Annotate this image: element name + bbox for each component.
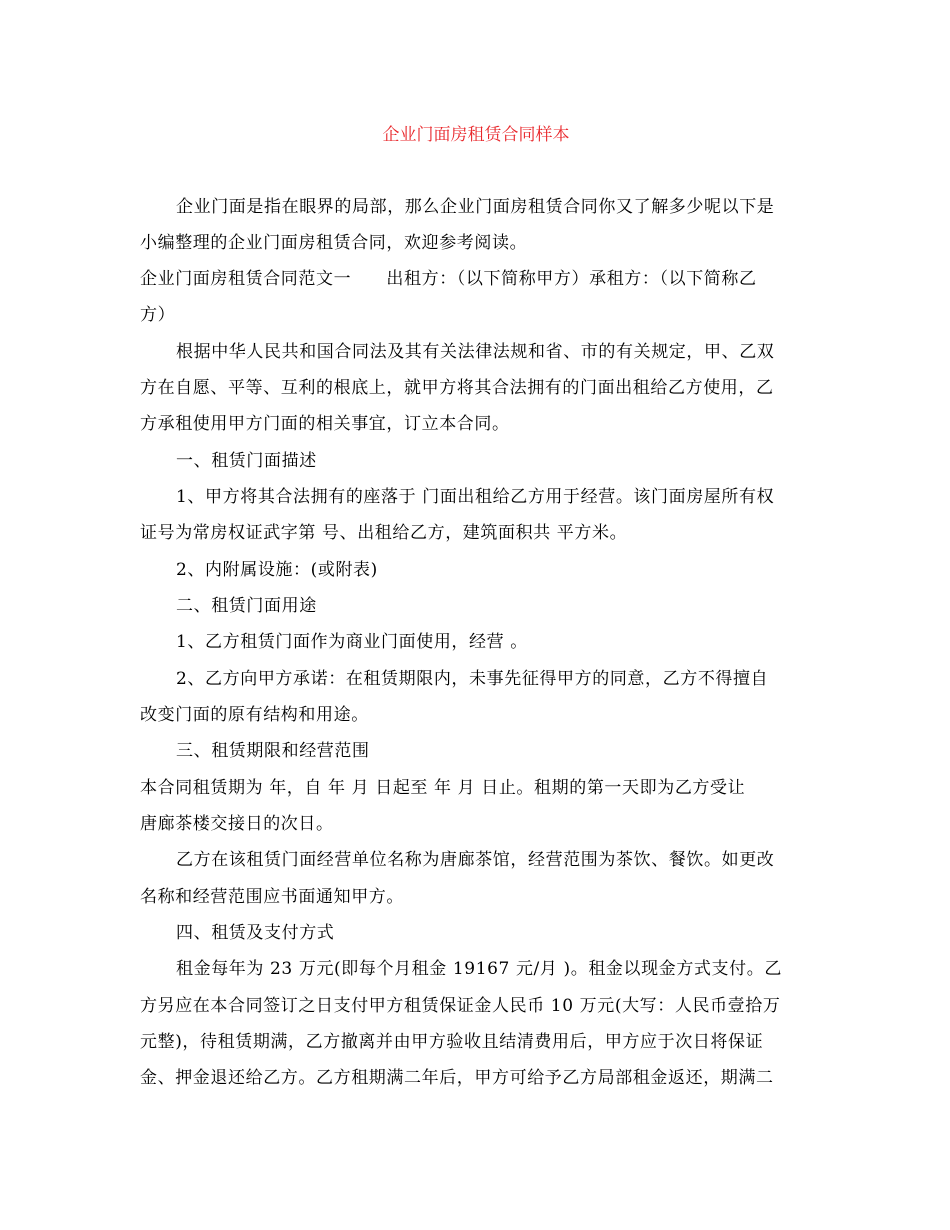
paragraph-line: 本合同租赁期为 年，自 年 月 日起至 年 月 日止。租期的第一天即为乙方受让 (140, 778, 746, 798)
paragraph-line: 1、乙方租赁门面作为商业门面使用，经营 。 (176, 632, 528, 652)
paragraph-line: 元整)，待租赁期满，乙方撤离并由甲方验收且结清费用后，甲方应于次日将保证 (140, 1032, 764, 1052)
section-heading: 三、租赁期限和经营范围 (176, 741, 370, 761)
paragraph-line: 方在自愿、平等、互利的根底上，就甲方将其合法拥有的门面出租给乙方使用，乙 (140, 378, 774, 398)
section-heading: 一、租赁门面描述 (176, 451, 317, 471)
paragraph-line: 租金每年为 23 万元(即每个月租金 19167 元/月 )。租金以现金方式支付。乙 (176, 959, 782, 979)
paragraph-line: 方承租使用甲方门面的相关事宜，订立本合同。 (140, 414, 510, 434)
paragraph-line: 企业门面房租赁合同范文一 出租方：（以下简称甲方）承租方：（以下简称乙 (140, 269, 757, 289)
paragraph-line: 2、乙方向甲方承诺：在租赁期限内，未事先征得甲方的同意，乙方不得擅自 (176, 669, 769, 689)
paragraph-line: 名称和经营范围应书面通知甲方。 (140, 887, 404, 907)
paragraph-line: 证号为常房权证武字第 号、出租给乙方，建筑面积共 平方米。 (140, 523, 628, 543)
paragraph-line: 根据中华人民共和国合同法及其有关法律法规和省、市的有关规定，甲、乙双 (176, 342, 775, 362)
paragraph-line: 方另应在本合同签订之日支付甲方租赁保证金人民币 10 万元(大写：人民币壹拾万 (140, 996, 781, 1016)
paragraph-line: 企业门面是指在眼界的局部，那么企业门面房租赁合同你又了解多少呢以下是 (176, 197, 775, 217)
paragraph-line: 1、甲方将其合法拥有的座落于 门面出租给乙方用于经营。该门面房屋所有权 (176, 487, 775, 507)
paragraph-line: 2、内附属设施：(或附表) (176, 560, 378, 580)
paragraph-line: 方） (140, 305, 176, 325)
paragraph-line: 小编整理的企业门面房租赁合同，欢迎参考阅读。 (140, 233, 528, 253)
paragraph-line: 乙方在该租赁门面经营单位名称为唐廊茶馆，经营范围为茶饮、餐饮。如更改 (176, 850, 775, 870)
section-heading: 二、租赁门面用途 (176, 596, 317, 616)
paragraph-line: 改变门面的原有结构和用途。 (140, 705, 369, 725)
paragraph-line: 金、押金退还给乙方。乙方租期满二年后，甲方可给予乙方局部租金返还，期满二 (140, 1068, 774, 1088)
section-heading: 四、租赁及支付方式 (176, 923, 335, 943)
document-title: 企业门面房租赁合同样本 (382, 125, 570, 145)
paragraph-line: 唐廊茶楼交接日的次日。 (140, 814, 334, 834)
